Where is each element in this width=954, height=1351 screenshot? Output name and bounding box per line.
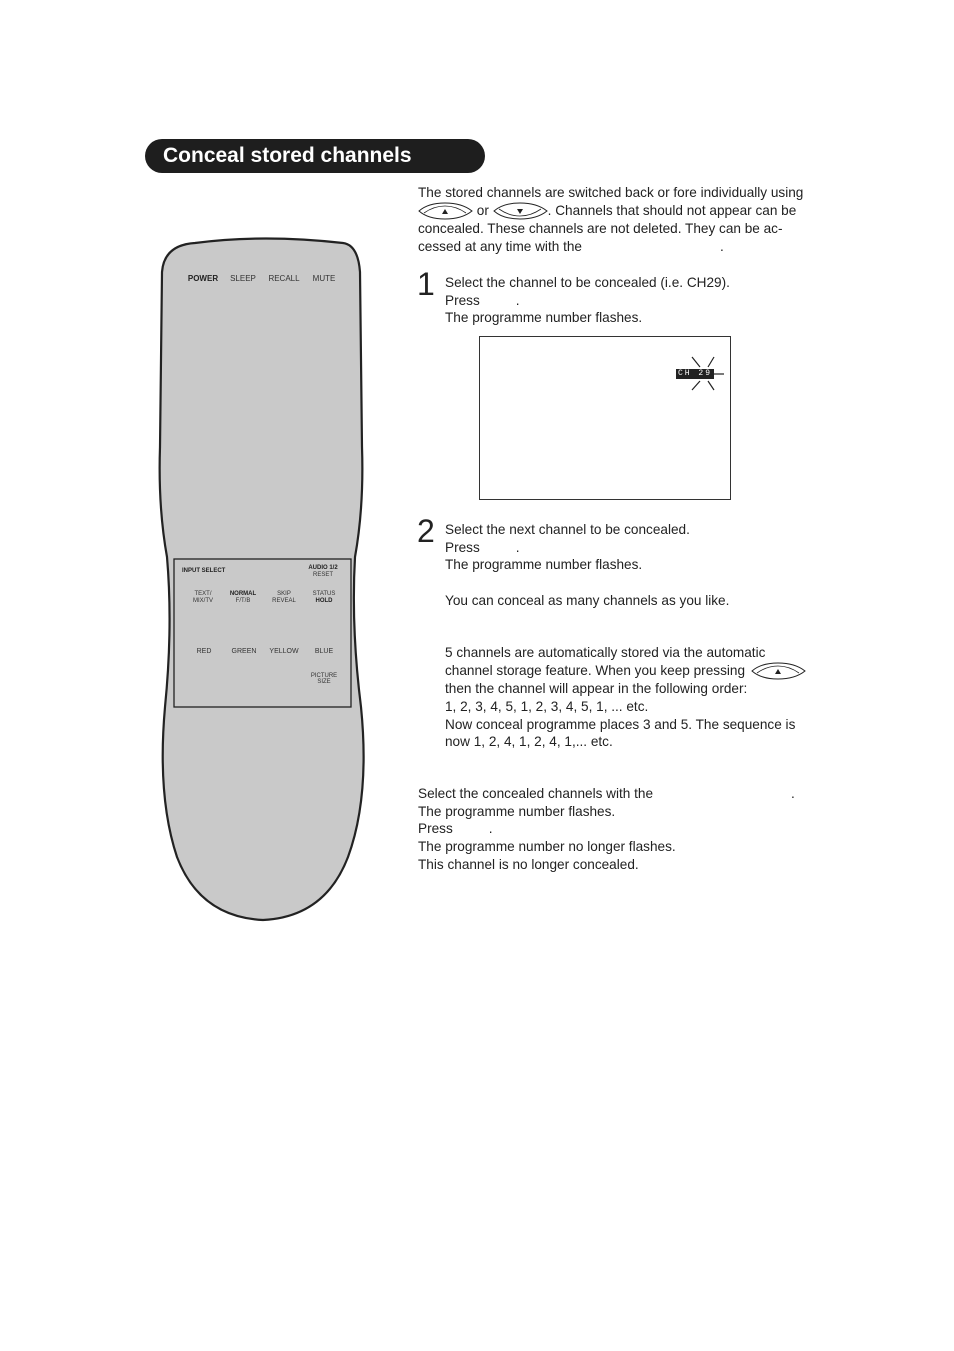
channel-up-button-icon <box>418 202 473 220</box>
intro-line: concealed. These channels are not deleted. They can be ac- <box>418 221 783 237</box>
remote-recall-label: RECALL <box>268 274 300 283</box>
step-1-line: The programme number flashes. <box>445 310 643 326</box>
section-title: Conceal stored channels <box>145 139 485 173</box>
remote-red-label: RED <box>196 648 212 655</box>
remote-mixtv-label: MIX/TV <box>192 598 213 604</box>
example-line: channel storage feature. When you keep pressing <box>445 662 825 680</box>
remote-text-label: TEXT/ <box>194 591 212 597</box>
reveal-line: This channel is no longer concealed. <box>418 856 639 872</box>
step-1-number: 1 <box>417 266 435 302</box>
intro-line <box>418 202 823 220</box>
or-text: or <box>476 202 489 218</box>
intro-line: The stored channels are switched back or fore individually using <box>418 185 804 200</box>
remote-green-label: GREEN <box>231 648 257 655</box>
step-2-line: The programme number flashes. <box>445 557 643 573</box>
remote-skip-label: SKIP <box>277 591 291 597</box>
step-2-text <box>445 521 825 610</box>
channel-up-button-icon <box>751 662 806 680</box>
step-1-line: Select the channel to be concealed (i.e. CH29). <box>445 275 730 290</box>
example-paragraph <box>445 644 825 751</box>
remote-reveal-label: REVEAL <box>272 598 296 604</box>
example-line: now 1, 2, 4, 1, 2, 4, 1,... etc. <box>445 734 613 750</box>
reveal-line: The programme number flashes. <box>418 803 616 819</box>
remote-hold-label: HOLD <box>315 598 333 604</box>
example-line: then the channel will appear in the following order: <box>445 681 748 697</box>
step-1-text <box>445 274 825 327</box>
remote-status-label: STATUS <box>312 591 336 597</box>
step-2-press-line: Press . <box>445 539 520 555</box>
channel-number-label: CH 29 <box>677 369 712 378</box>
remote-normal-label: NORMAL <box>229 591 257 597</box>
reveal-press-line: Press . <box>418 821 493 837</box>
remote-ftb-label: F/T/B <box>235 598 251 604</box>
remote-audio-label: AUDIO 1/2 <box>308 565 338 571</box>
reveal-paragraph <box>418 785 823 874</box>
remote-picture-label: PICTURE <box>310 673 338 679</box>
step-2-line: You can conceal as many channels as you like. <box>445 592 730 608</box>
remote-power-label: POWER <box>187 274 219 283</box>
remote-input-select-label: INPUT SELECT <box>182 568 226 574</box>
remote-size-label: SIZE <box>317 679 331 685</box>
reveal-line: Select the concealed channels with the . <box>418 786 795 801</box>
intro-line: cessed at any time with the . <box>418 238 724 254</box>
remote-reset-label: RESET <box>312 572 333 578</box>
intro-paragraph <box>418 184 823 256</box>
remote-mute-label: MUTE <box>312 274 336 283</box>
remote-blue-label: BLUE <box>314 648 334 655</box>
remote-sleep-label: SLEEP <box>230 274 256 283</box>
flashing-rays-icon <box>670 355 730 395</box>
example-line: 1, 2, 3, 4, 5, 1, 2, 3, 4, 5, 1, ... etc. <box>445 698 649 714</box>
step-1-press-line: Press . <box>445 292 520 308</box>
example-line: 5 channels are automatically stored via the automatic <box>445 645 766 660</box>
remote-control-illustration <box>155 232 375 927</box>
tv-screen-illustration <box>479 336 731 500</box>
step-2-line: Select the next channel to be concealed. <box>445 522 690 537</box>
example-line: Now conceal programme places 3 and 5. The sequence is <box>445 716 796 732</box>
remote-yellow-label: YELLOW <box>269 648 299 655</box>
channel-down-button-icon <box>493 202 548 220</box>
reveal-line: The programme number no longer flashes. <box>418 839 676 855</box>
intro-line-rest: . Channels that should not appear can be <box>547 202 797 218</box>
step-2-number: 2 <box>417 513 435 549</box>
